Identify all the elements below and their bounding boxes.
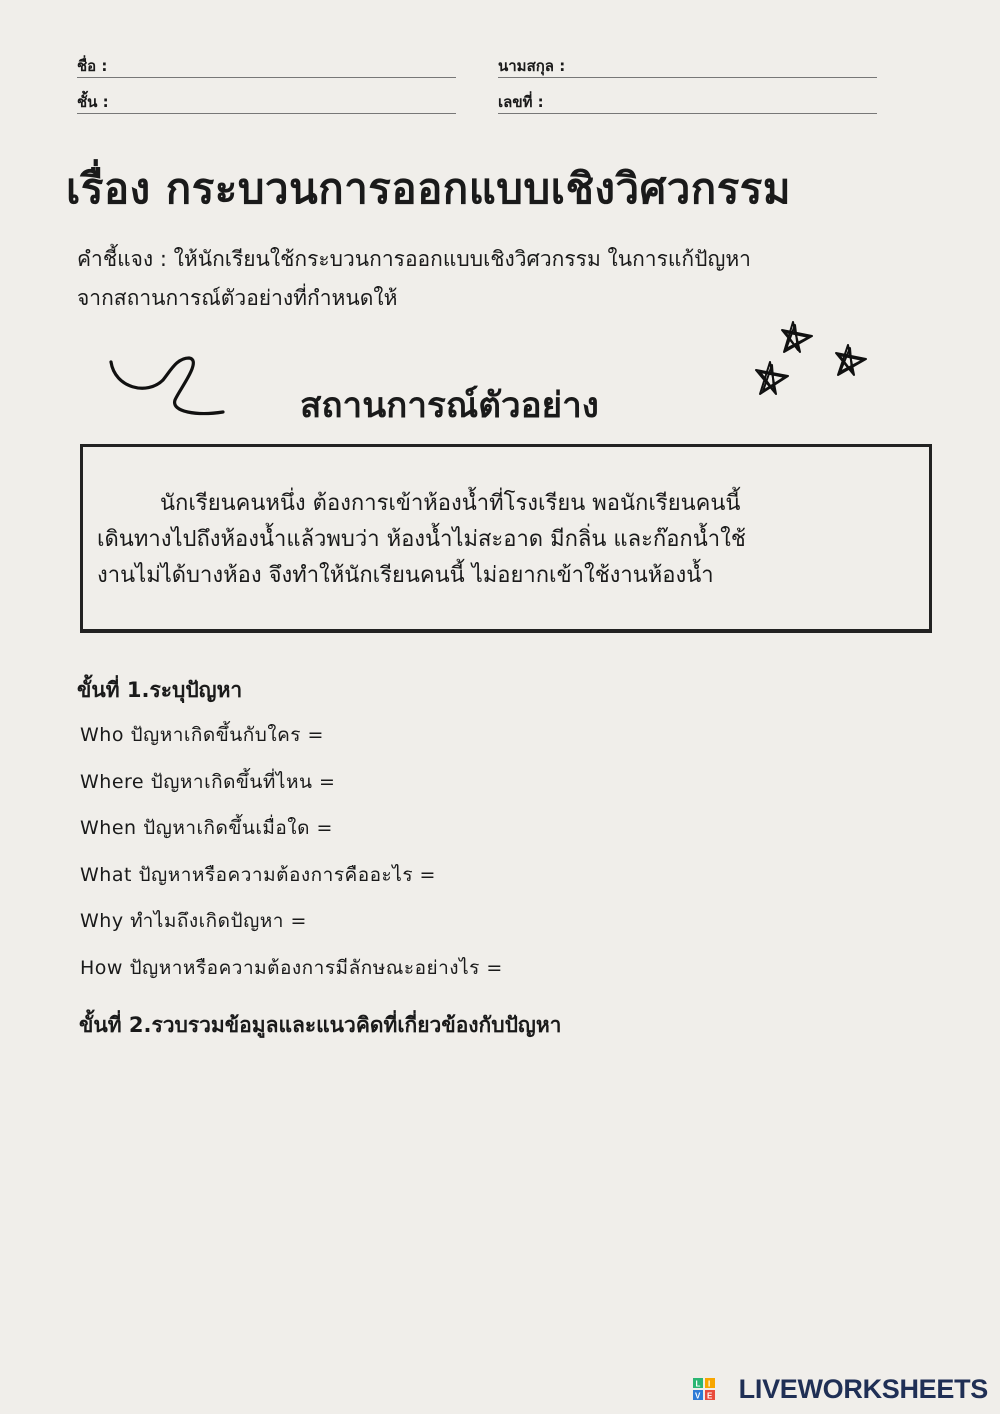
number-field[interactable] — [558, 88, 872, 114]
page-title: เรื่อง กระบวนการออกแบบเชิงวิศวกรรม — [66, 164, 792, 213]
scribble-loop-icon — [105, 350, 230, 420]
question-why: Why ทำไมถึงเกิดปัญหา = — [80, 910, 307, 932]
question-where: Where ปัญหาเกิดขึ้นที่ไหน = — [80, 771, 336, 793]
answer-when-field[interactable] — [350, 813, 654, 841]
scenario-line-3: งานไม่ได้บางห้อง จึงทำให้นักเรียนคนนี้ ไม่อยากเข้าใช้งานห้องน้ำ — [97, 563, 714, 588]
class-field[interactable] — [118, 88, 452, 114]
svg-text:I: I — [708, 1379, 711, 1389]
class-underline — [77, 113, 456, 114]
number-label: เลขที่ : — [498, 93, 544, 111]
answer-how-field[interactable] — [545, 953, 929, 981]
answer-why-field[interactable] — [323, 906, 627, 934]
liveworksheets-logo-icon — [693, 1378, 715, 1400]
step-2-title: ขั้นที่ 2.รวบรวมข้อมูลและแนวคิดที่เกี่ยวข้องกับปัญหา — [79, 1013, 562, 1037]
instructions-line-2: จากสถานการณ์ตัวอย่างที่กำหนดให้ — [77, 286, 398, 310]
number-underline — [498, 113, 877, 114]
name-field[interactable] — [118, 52, 452, 78]
scenario-line-1: นักเรียนคนหนึ่ง ต้องการเข้าห้องน้ำที่โรงเรียน พอนักเรียนคนนี้ — [160, 491, 741, 516]
scenario-heading: สถานการณ์ตัวอย่าง — [300, 386, 599, 426]
scenario-line-2: เดินทางไปถึงห้องน้ำแล้วพบว่า ห้องน้ำไม่สะอาด มีกลิ่น และก๊อกน้ำใช้ — [97, 527, 746, 552]
instructions-line-1: คำชี้แจง : ให้นักเรียนใช้กระบวนการออกแบบเชิงวิศวกรรม ในการแก้ปัญหา — [77, 247, 751, 271]
question-what: What ปัญหาหรือความต้องการคืออะไร = — [80, 864, 436, 886]
answer-where-field[interactable] — [358, 767, 662, 795]
scenario-text — [97, 486, 746, 594]
svg-text:L: L — [695, 1379, 701, 1389]
question-how: How ปัญหาหรือความต้องการมีลักษณะอย่างไร = — [80, 957, 503, 979]
answer-what-field[interactable] — [465, 860, 769, 888]
surname-field[interactable] — [582, 52, 876, 78]
svg-text:V: V — [695, 1391, 701, 1400]
name-underline — [77, 77, 456, 78]
step-1-title: ขั้นที่ 1.ระบุปัญหา — [77, 678, 243, 702]
question-when: When ปัญหาเกิดขึ้นเมื่อใด = — [80, 817, 333, 839]
instructions — [77, 240, 751, 318]
surname-label: นามสกุล : — [498, 57, 566, 75]
surname-underline — [498, 77, 877, 78]
question-who: Who ปัญหาเกิดขึ้นกับใคร = — [80, 724, 324, 746]
class-label: ชั้น : — [77, 93, 109, 111]
answer-who-field[interactable] — [345, 720, 649, 748]
name-label: ชื่อ : — [77, 57, 108, 75]
svg-text:E: E — [707, 1391, 713, 1400]
stars-icon — [748, 312, 883, 407]
liveworksheets-brand[interactable]: LIVEWORKSHEETS — [738, 1374, 988, 1404]
